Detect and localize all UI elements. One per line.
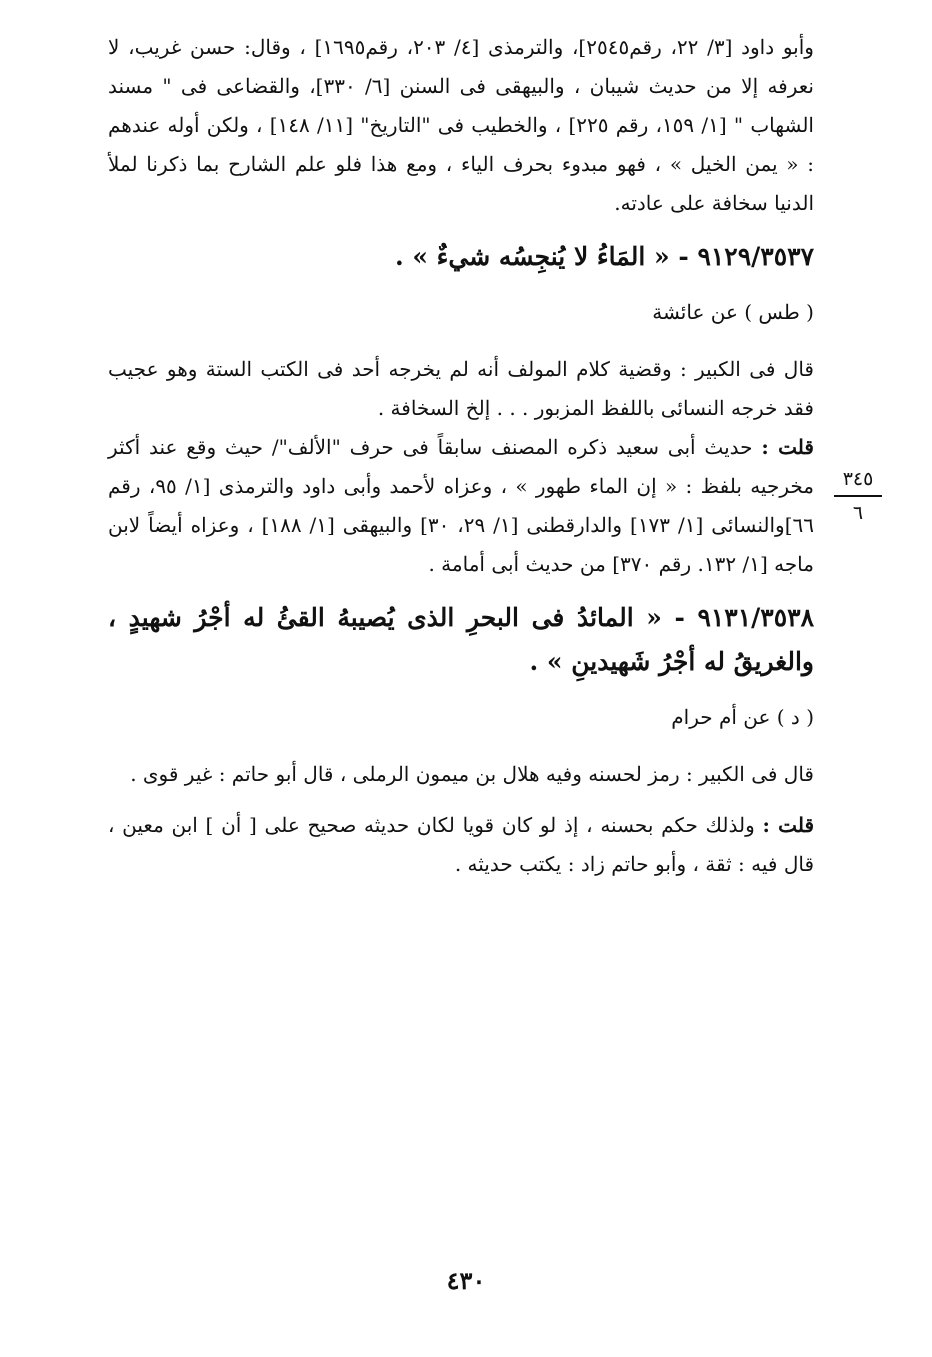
response-lead: قلت : (762, 813, 815, 837)
margin-page-reference (830, 466, 886, 526)
hadith-source: ( طس ) عن عائشة (652, 300, 814, 324)
margin-volume-page: ٣٤٥ (842, 468, 874, 490)
hadith-source: ( د ) عن أم حرام (671, 705, 814, 729)
hadith-text: ٩١٣١/٣٥٣٨ - « المائدُ فى البحرِ الذى يُصيبهُ القئُ له أجْرُ شهيدٍ ، والغريقُ له أجْرُ شَهيدينِ » . (108, 603, 814, 676)
response-text: ولذلك حكم بحسنه ، إذ لو كان قويا لكان حديثه صحيح على [ أن ] ابن معين ، قال فيه : ثقة ، وأبو حاتم زاد : يكتب حديثه . (108, 813, 814, 876)
response-paragraph (108, 428, 814, 584)
margin-part: ٦ (852, 502, 864, 524)
response-paragraph (108, 806, 814, 884)
response-lead: قلت : (761, 435, 814, 459)
page-body (108, 28, 814, 884)
response-text: حديث أبى سعيد ذكره المصنف سابقاً فى حرف "الألف"/ حيث وقع عند أكثر مخرجيه بلفظ : « إن الماء طهور » ، وعزاه لأحمد وأبى داود والترمذى [١/ ٩٥، رقم ٦٦]والنسائى [١/ ١٧٣] والدارقطنى [١/ ٢٩، ٣٠] والبيهقى [١/ ١٨٨] ، وعزاه أيضاً لابن ماجه [١/ ١٣٢. رقم ٣٧٠] من حديث أبى أمامة . (108, 435, 814, 576)
citation-paragraph: وأبو داود [٣/ ٢٢، رقم٢٥٤٥]، والترمذى [٤/ ٢٠٣، رقم١٦٩٥] ، وقال: حسن غريب، لا نعرفه إلا من حديث شيبان ، والبيهقى فى السنن [٦/ ٣٣٠]، والقضاعى فى " مسند الشهاب " [١/ ١٥٩، رقم ٢٢٥] ، والخطيب فى "التاريخ" [١١/ ١٤٨] ، ولكن أوله عندهم : « يمن الخيل » ، فهو مبدوء بحرف الياء ، ومع هذا فلو علم الشارح بما ذكرنا لملأ الدنيا سخافة على عادته. (108, 35, 814, 215)
commentary-paragraph: قال فى الكبير : وقضية كلام المولف أنه لم يخرجه أحد فى الكتب الستة وهو عجيب فقد خرجه النسائى باللفظ المزبور . . . إلخ السخافة . (108, 357, 814, 420)
hadith-text: ٩١٢٩/٣٥٣٧ - « المَاءُ لا يُنجِسُه شيءٌ » . (394, 242, 814, 271)
commentary-paragraph: قال فى الكبير : رمز لحسنه وفيه هلال بن ميمون الرملى ، قال أبو حاتم : غير قوى . (130, 762, 814, 786)
page-number: ٤٣٠ (446, 1266, 486, 1295)
margin-divider (834, 495, 882, 497)
